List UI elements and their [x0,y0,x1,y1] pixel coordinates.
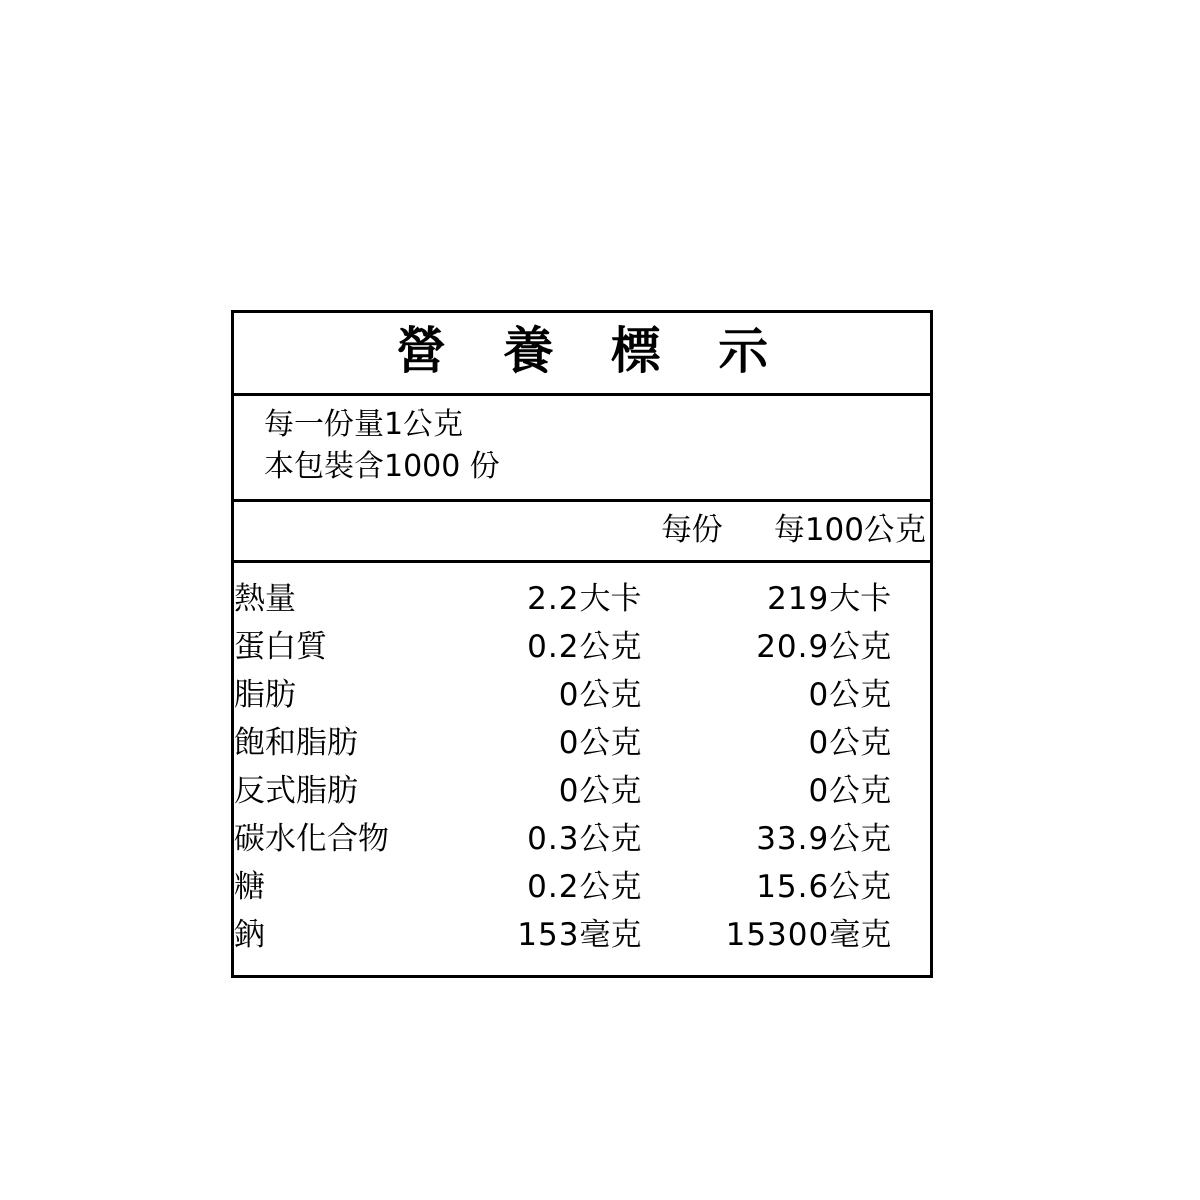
nutrient-name: 蛋白質 [234,628,327,665]
nutrient-name: 糖 [234,868,265,905]
nutrient-serving-value: 0.2 [527,868,580,905]
nutrient-name: 熱量 [234,580,296,617]
nutrient-serving-unit: 公克 [579,772,642,809]
table-row [234,623,930,671]
nutrient-serving-value: 0.2 [527,628,580,665]
serving-info [234,396,930,502]
nutrient-name: 飽和脂肪 [234,724,358,761]
nutrient-hundred-value: 20.9 [756,628,830,665]
label-title-row [234,313,930,396]
nutrient-serving-unit: 毫克 [579,916,642,953]
nutrient-hundred-unit: 公克 [829,772,892,809]
nutrient-table [234,575,930,959]
nutrient-hundred-unit: 公克 [829,676,892,713]
nutrient-serving-value: 0.3 [527,820,580,857]
nutrient-name: 脂肪 [234,676,296,713]
nutrient-serving-value: 0 [558,724,580,761]
table-row [234,575,930,623]
nutrient-serving-unit: 公克 [579,820,642,857]
nutrient-serving-unit: 公克 [579,868,642,905]
nutrient-hundred-value: 219 [767,580,830,617]
column-header-per-serving: 每份 [661,511,724,548]
nutrient-hundred-value: 15300 [725,916,830,953]
column-header-table [234,508,930,552]
nutrient-serving-unit: 公克 [579,676,642,713]
nutrient-serving-unit: 公克 [579,724,642,761]
column-header-blank [234,508,526,552]
table-row [234,767,930,815]
nutrient-hundred-unit: 毫克 [829,916,892,953]
column-header-row [234,502,930,563]
table-row [234,815,930,863]
column-header-per-100g: 每100公克 [773,511,926,548]
nutrient-hundred-unit: 公克 [829,820,892,857]
servings-per-package-text: 本包裝含1000 份 [264,449,500,485]
nutrient-hundred-value: 33.9 [756,820,830,857]
serving-size-text: 每一份量1公克 [264,406,464,442]
nutrient-hundred-value: 15.6 [756,868,830,905]
nutrient-hundred-value: 0 [808,676,830,713]
table-row [234,911,930,959]
table-row [234,671,930,719]
nutrient-serving-value: 153 [517,916,580,953]
table-row [234,863,930,911]
nutrition-panel [231,310,933,978]
nutrient-name: 反式脂肪 [234,772,358,809]
nutrient-hundred-value: 0 [808,724,830,761]
table-row [234,719,930,767]
nutrition-label [231,310,933,978]
nutrient-rows [234,563,930,975]
nutrient-serving-value: 2.2 [527,580,580,617]
nutrient-hundred-unit: 公克 [829,628,892,665]
nutrient-serving-unit: 大卡 [579,580,642,617]
nutrient-serving-unit: 公克 [579,628,642,665]
nutrient-serving-value: 0 [558,772,580,809]
nutrient-name: 鈉 [234,916,265,953]
nutrient-hundred-unit: 公克 [829,868,892,905]
nutrient-hundred-unit: 公克 [829,724,892,761]
page-title: 營 養 標 示 [395,322,789,380]
nutrient-hundred-value: 0 [808,772,830,809]
nutrient-serving-value: 0 [558,676,580,713]
nutrient-hundred-unit: 大卡 [829,580,892,617]
nutrient-name: 碳水化合物 [234,820,389,857]
